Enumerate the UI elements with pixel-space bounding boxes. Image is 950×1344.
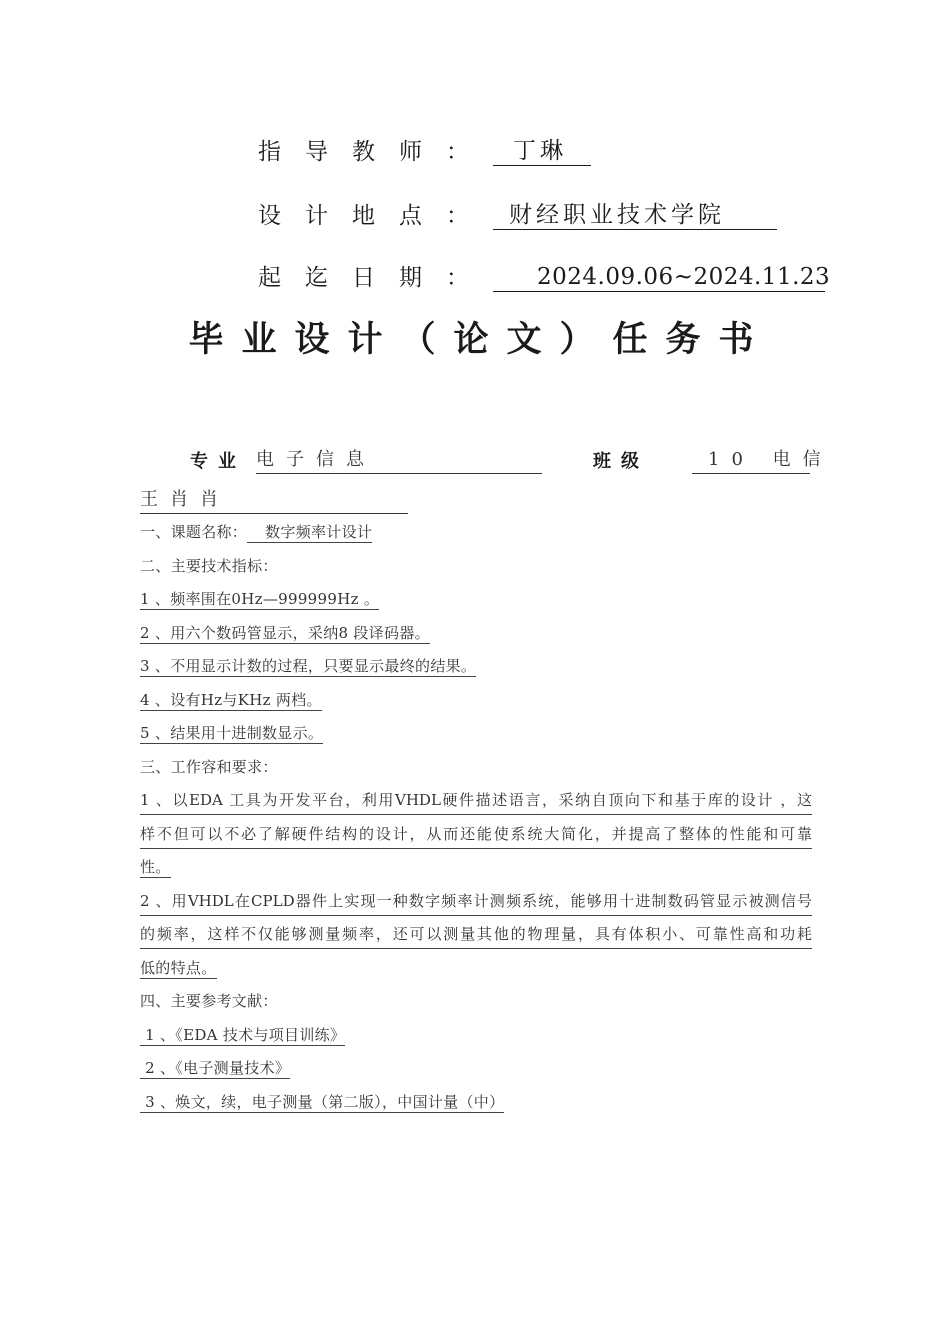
- advisor-value: 丁琳: [493, 139, 591, 166]
- references-heading: 四、主要参考文献：: [140, 992, 278, 1010]
- requirements-heading: 三、工作容和要求：: [140, 757, 278, 776]
- requirements-text: 样不但可以不必了解硬件结构的设计，从而还能使系统大简化，并提高了整体的性能和可靠: [140, 820, 812, 849]
- requirements-text: 性。: [140, 858, 171, 876]
- document-title: 毕业设计（论文）任务书: [188, 320, 772, 360]
- requirements-text: 的频率，这样不仅能够测量频率，还可以测量其他的物理量，具有体积小、可靠性高和功耗: [140, 920, 812, 949]
- indicator-item: [140, 719, 812, 753]
- requirements-line: [140, 786, 812, 820]
- indicator-item: [140, 686, 812, 720]
- indicator-item: [140, 619, 812, 653]
- reference-item: [140, 1088, 812, 1122]
- indicator-text: 4 、设有Hz与KHz 两档。: [140, 690, 322, 709]
- requirements-text: 1 、以EDA 工具为开发平台，利用VHDL硬件描述语言，采纳自顶向下和基于库的设计 ，这: [140, 786, 812, 815]
- topic-line: [140, 518, 812, 552]
- location-row: [258, 196, 777, 230]
- indicator-item: [140, 652, 812, 686]
- requirements-line: [140, 920, 812, 954]
- requirements-text: 低的特点。: [140, 958, 217, 977]
- class-label: 班级: [593, 451, 649, 472]
- requirements-line: [140, 820, 812, 854]
- advisor-row: [258, 132, 591, 166]
- requirements-line: [140, 853, 812, 887]
- student-name: 王肖肖: [140, 485, 408, 514]
- requirements-line: [140, 954, 812, 988]
- location-value: 财经职业技术学院: [493, 203, 777, 230]
- major-label: 专业: [190, 451, 246, 472]
- reference-text: 3 、焕文，续，电子测量（第二版），中国计量（中）: [140, 1092, 505, 1111]
- task-body: [140, 518, 812, 1121]
- dates-label: 起迄日期：: [258, 265, 493, 291]
- location-label: 设计地点：: [258, 203, 493, 229]
- indicator-text: 3 、不用显示计数的过程，只要显示最终的结果。: [140, 657, 477, 675]
- indicator-text: 2 、用六个数码管显示，采纳8 段译码器。: [140, 623, 430, 642]
- indicators-heading: 二、主要技术指标：: [140, 556, 278, 575]
- major-value: 电子信息: [256, 445, 542, 474]
- dates-row: [258, 258, 831, 292]
- indicator-item: [140, 585, 812, 619]
- topic-label: 一、课题名称：: [140, 523, 248, 541]
- requirements-text: 2 、用VHDL在CPLD器件上实现一种数字频率计测频系统，能够用十进制数码管显示被测信号: [140, 887, 812, 916]
- class-value: 10 电信: [692, 445, 810, 474]
- major-class-row: [190, 445, 833, 475]
- dates-value: 2024.09.06~2024.11.23: [493, 265, 825, 292]
- advisor-label: 指导教师：: [258, 139, 493, 165]
- reference-item: [140, 1021, 812, 1055]
- indicator-text: 1 、频率围在0Hz—999999Hz 。: [140, 590, 380, 608]
- requirements-line: [140, 887, 812, 921]
- reference-text: 1 、《EDA 技术与项目训练》: [140, 1025, 346, 1044]
- indicator-text: 5 、结果用十进制数显示。: [140, 724, 324, 742]
- reference-text: 2 、《电子测量技术》: [140, 1059, 291, 1077]
- reference-item: [140, 1054, 812, 1088]
- topic-value: 数字频率计设计: [247, 523, 372, 543]
